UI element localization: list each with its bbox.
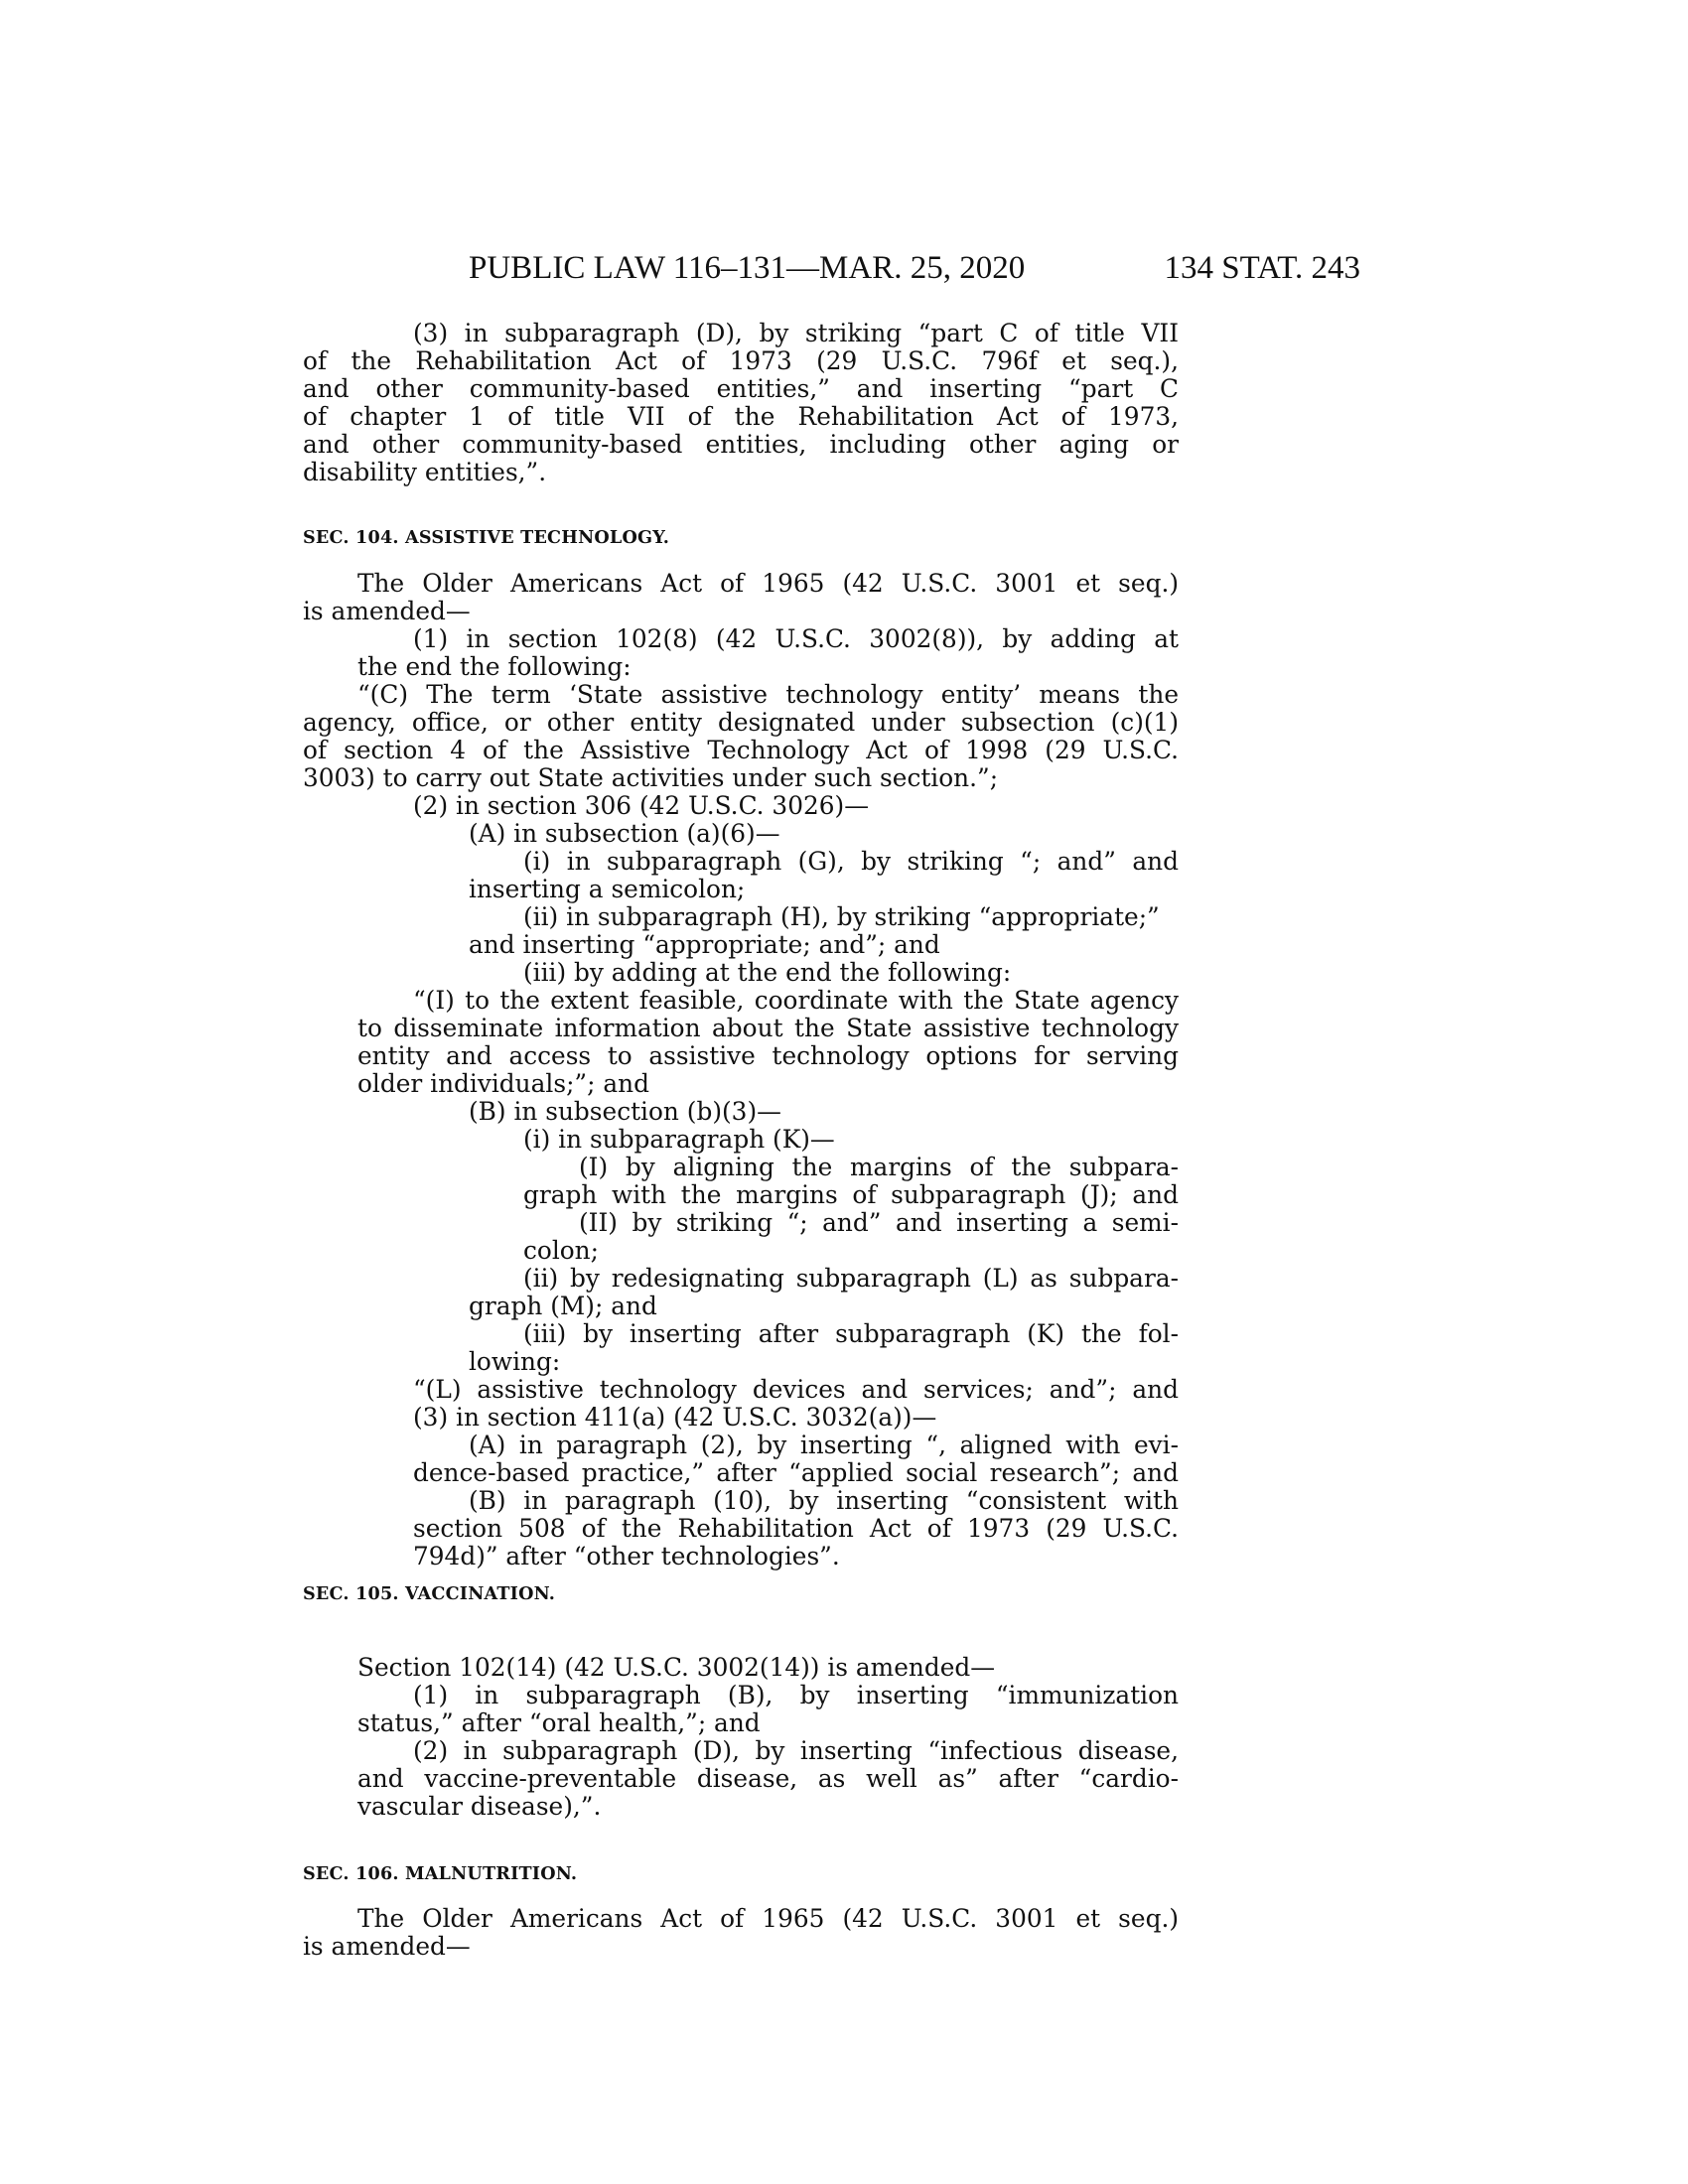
text-line: status,” after “oral health,”; and: [357, 1708, 761, 1737]
text-line: (ii) in subparagraph (H), by striking “appropriate;”: [523, 902, 1160, 931]
text-line: The Older Americans Act of 1965 (42 U.S.C. 3001 et seq.): [357, 1904, 1179, 1933]
text-line: (iii) by adding at the end the following:: [523, 958, 1012, 987]
text-line: colon;: [523, 1236, 600, 1265]
text-line: Section 102(14) (42 U.S.C. 3002(14)) is amended—: [357, 1653, 996, 1682]
running-header-page-number: 134 STAT. 243: [1164, 250, 1360, 286]
text-line: dence-based practice,” after “applied social research”; and: [413, 1458, 1179, 1487]
text-line: to disseminate information about the State assistive technology: [357, 1014, 1179, 1042]
text-line: (1) in section 102(8) (42 U.S.C. 3002(8)), by adding at: [413, 624, 1179, 653]
text-line: (I) by aligning the margins of the subpara-: [579, 1153, 1179, 1181]
section-heading: SEC. 105. VACCINATION.: [303, 1583, 556, 1604]
text-line: inserting a semicolon;: [469, 875, 746, 903]
text-line: of the Rehabilitation Act of 1973 (29 U.S.C. 796f et seq.),: [303, 346, 1179, 375]
text-line: (1) in subparagraph (B), by inserting “immunization: [413, 1681, 1179, 1709]
text-line: graph with the margins of subparagraph (J); and: [523, 1180, 1179, 1209]
text-line: (ii) by redesignating subparagraph (L) as subpara-: [523, 1264, 1179, 1293]
text-line: (A) in subsection (a)(6)—: [469, 819, 780, 848]
text-line: (3) in subparagraph (D), by striking “part C of title VII: [413, 319, 1179, 347]
text-line: and vaccine-preventable disease, as well as” after “cardio-: [357, 1764, 1179, 1793]
text-line: (3) in section 411(a) (42 U.S.C. 3032(a))—: [413, 1403, 937, 1432]
text-line: (i) in subparagraph (G), by striking “; and” and: [523, 847, 1179, 876]
text-line: agency, office, or other entity designated under subsection (c)(1): [303, 708, 1179, 737]
text-line: is amended—: [303, 1932, 471, 1961]
text-line: and other community-based entities,” and inserting “part C: [303, 374, 1179, 403]
text-line: (B) in paragraph (10), by inserting “consistent with: [469, 1486, 1179, 1515]
text-line: (2) in subparagraph (D), by inserting “infectious disease,: [413, 1736, 1179, 1765]
text-line: is amended—: [303, 597, 471, 625]
running-header-title: PUBLIC LAW 116–131—MAR. 25, 2020: [469, 250, 1026, 286]
text-line: of chapter 1 of title VII of the Rehabilitation Act of 1973,: [303, 402, 1179, 431]
text-line: (B) in subsection (b)(3)—: [469, 1097, 781, 1126]
text-line: (2) in section 306 (42 U.S.C. 3026)—: [413, 791, 869, 820]
text-line: “(L) assistive technology devices and services; and”; and: [413, 1375, 1179, 1404]
section-heading: SEC. 104. ASSISTIVE TECHNOLOGY.: [303, 527, 670, 548]
text-line: section 508 of the Rehabilitation Act of 1973 (29 U.S.C.: [413, 1514, 1179, 1543]
text-line: 3003) to carry out State activities under such section.”;: [303, 763, 999, 792]
text-line: (i) in subparagraph (K)—: [523, 1125, 835, 1154]
text-line: (II) by striking “; and” and inserting a semi-: [579, 1208, 1179, 1237]
text-line: vascular disease),”.: [357, 1792, 602, 1821]
text-line: older individuals;”; and: [357, 1069, 649, 1098]
text-line: the end the following:: [357, 652, 632, 681]
text-line: “(C) The term ‘State assistive technology entity’ means the: [357, 680, 1179, 709]
text-line: The Older Americans Act of 1965 (42 U.S.C. 3001 et seq.): [357, 569, 1179, 598]
text-line: entity and access to assistive technology options for serving: [357, 1041, 1179, 1070]
text-line: of section 4 of the Assistive Technology Act of 1998 (29 U.S.C.: [303, 736, 1179, 764]
text-line: lowing:: [469, 1347, 561, 1376]
text-line: graph (M); and: [469, 1292, 657, 1320]
text-line: (iii) by inserting after subparagraph (K) the fol-: [523, 1319, 1179, 1348]
text-line: and inserting “appropriate; and”; and: [469, 930, 940, 959]
text-line: “(I) to the extent feasible, coordinate with the State agency: [413, 986, 1179, 1015]
text-line: disability entities,”.: [303, 458, 547, 486]
text-line: and other community-based entities, including other aging or: [303, 430, 1179, 459]
text-line: 794d)” after “other technologies”.: [413, 1542, 840, 1570]
section-heading: SEC. 106. MALNUTRITION.: [303, 1863, 578, 1884]
text-line: (A) in paragraph (2), by inserting “, aligned with evi-: [469, 1431, 1179, 1459]
